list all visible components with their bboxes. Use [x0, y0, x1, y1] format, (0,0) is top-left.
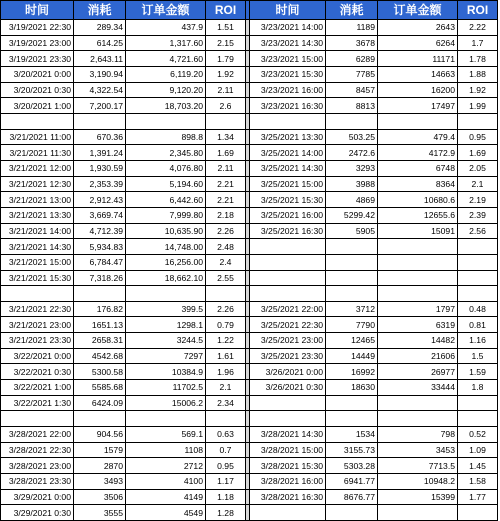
right-order-amount-cell: 6264: [378, 35, 458, 51]
right-order-amount-cell: 17497: [378, 98, 458, 114]
right-time-cell: 3/23/2021 14:00: [250, 20, 326, 36]
table-row: [1, 474, 498, 490]
left-time-cell: 3/21/2021 11:30: [1, 145, 74, 161]
left-time-cell: 3/19/2021 23:00: [1, 35, 74, 51]
left-cost-cell: 6424.09: [74, 395, 126, 411]
left-time-cell: 3/21/2021 14:00: [1, 223, 74, 239]
left-time-cell: 3/21/2021 13:30: [1, 207, 74, 223]
left-cost-cell: 3493: [74, 474, 126, 490]
left-cost-cell: 5,934.83: [74, 239, 126, 255]
right-order-amount-cell: 3453: [378, 442, 458, 458]
empty-cell: [206, 113, 246, 129]
left-roi-cell: 2.1: [206, 380, 246, 396]
right-time-cell: 3/28/2021 14:30: [250, 427, 326, 443]
right-time-cell: [250, 239, 326, 255]
left-roi-cell: 1.79: [206, 51, 246, 67]
left-roi-cell: 1.92: [206, 66, 246, 82]
table-row: [1, 505, 498, 521]
right-roi-cell: 2.56: [458, 223, 498, 239]
left-cost-cell: 4,322.54: [74, 82, 126, 98]
header-cost: 消耗: [74, 1, 126, 20]
right-cost-cell: 3678: [326, 35, 378, 51]
right-order-amount-cell: 14663: [378, 66, 458, 82]
right-roi-cell: [458, 270, 498, 286]
table-body: [1, 1, 498, 521]
left-order-amount-cell: 1108: [126, 442, 206, 458]
left-time-cell: 3/21/2021 14:30: [1, 239, 74, 255]
table-row: [1, 427, 498, 443]
right-cost-cell: 3988: [326, 176, 378, 192]
left-order-amount-cell: 4149: [126, 489, 206, 505]
right-time-cell: 3/25/2021 14:30: [250, 160, 326, 176]
right-roi-cell: 2.19: [458, 192, 498, 208]
table-row: [1, 458, 498, 474]
right-time-cell: 3/28/2021 16:30: [250, 489, 326, 505]
table-row: [1, 51, 498, 67]
blank-row: [1, 411, 498, 427]
left-cost-cell: 7,200.17: [74, 98, 126, 114]
left-order-amount-cell: 11702.5: [126, 380, 206, 396]
right-cost-cell: 8676.77: [326, 489, 378, 505]
blank-row: [1, 286, 498, 302]
table-row: [1, 442, 498, 458]
right-time-cell: 3/25/2021 23:30: [250, 348, 326, 364]
empty-cell: [126, 411, 206, 427]
right-time-cell: 3/25/2021 22:00: [250, 301, 326, 317]
left-order-amount-cell: 6,442.60: [126, 192, 206, 208]
right-roi-cell: 1.58: [458, 474, 498, 490]
right-time-cell: 3/28/2021 15:00: [250, 442, 326, 458]
right-cost-cell: 5905: [326, 223, 378, 239]
right-roi-cell: 1.77: [458, 489, 498, 505]
right-time-cell: 3/28/2021 16:00: [250, 474, 326, 490]
right-cost-cell: 14449: [326, 348, 378, 364]
right-time-cell: 3/23/2021 16:30: [250, 98, 326, 114]
left-time-cell: 3/22/2021 1:30: [1, 395, 74, 411]
right-cost-cell: 18630: [326, 380, 378, 396]
left-order-amount-cell: 898.8: [126, 129, 206, 145]
left-time-cell: 3/21/2021 15:30: [1, 270, 74, 286]
header-cost-right: 消耗: [326, 1, 378, 20]
left-time-cell: 3/19/2021 23:30: [1, 51, 74, 67]
right-roi-cell: 1.78: [458, 51, 498, 67]
right-order-amount-cell: 798: [378, 427, 458, 443]
right-time-cell: 3/23/2021 14:30: [250, 35, 326, 51]
table-row: [1, 489, 498, 505]
right-roi-cell: 1.59: [458, 364, 498, 380]
left-cost-cell: 2658.31: [74, 333, 126, 349]
left-time-cell: 3/21/2021 23:30: [1, 333, 74, 349]
empty-cell: [1, 113, 74, 129]
empty-cell: [378, 113, 458, 129]
right-cost-cell: 5299.42: [326, 207, 378, 223]
left-order-amount-cell: 4,721.60: [126, 51, 206, 67]
right-roi-cell: 2.22: [458, 20, 498, 36]
right-order-amount-cell: 15091: [378, 223, 458, 239]
right-order-amount-cell: 479.4: [378, 129, 458, 145]
header-roi: ROI: [206, 1, 246, 20]
left-order-amount-cell: 3244.5: [126, 333, 206, 349]
right-order-amount-cell: 4172.9: [378, 145, 458, 161]
right-order-amount-cell: 21606: [378, 348, 458, 364]
empty-cell: [326, 113, 378, 129]
right-cost-cell: 8457: [326, 82, 378, 98]
table-row: [1, 98, 498, 114]
right-order-amount-cell: 26977: [378, 364, 458, 380]
right-time-cell: 3/23/2021 15:30: [250, 66, 326, 82]
right-order-amount-cell: 6319: [378, 317, 458, 333]
left-cost-cell: 670.36: [74, 129, 126, 145]
right-roi-cell: 0.52: [458, 427, 498, 443]
right-order-amount-cell: 8364: [378, 176, 458, 192]
right-time-cell: 3/28/2021 15:30: [250, 458, 326, 474]
left-roi-cell: 0.7: [206, 442, 246, 458]
right-order-amount-cell: 10948.2: [378, 474, 458, 490]
right-cost-cell: 3155.73: [326, 442, 378, 458]
right-roi-cell: 1.7: [458, 35, 498, 51]
left-cost-cell: 1,391.24: [74, 145, 126, 161]
empty-cell: [250, 286, 326, 302]
table-row: [1, 82, 498, 98]
left-cost-cell: 3506: [74, 489, 126, 505]
table-row: [1, 364, 498, 380]
right-time-cell: 3/23/2021 16:00: [250, 82, 326, 98]
table-row: [1, 239, 498, 255]
left-cost-cell: 2,912.43: [74, 192, 126, 208]
left-roi-cell: 0.63: [206, 427, 246, 443]
left-roi-cell: 2.11: [206, 160, 246, 176]
empty-cell: [326, 286, 378, 302]
right-roi-cell: 1.5: [458, 348, 498, 364]
left-order-amount-cell: 18,662.10: [126, 270, 206, 286]
left-time-cell: 3/28/2021 23:00: [1, 458, 74, 474]
left-order-amount-cell: 399.5: [126, 301, 206, 317]
empty-cell: [74, 411, 126, 427]
left-time-cell: 3/28/2021 22:00: [1, 427, 74, 443]
left-order-amount-cell: 2712: [126, 458, 206, 474]
left-roi-cell: 2.18: [206, 207, 246, 223]
left-time-cell: 3/20/2021 1:00: [1, 98, 74, 114]
header-order-amount: 订单金额: [126, 1, 206, 20]
left-order-amount-cell: 10,635.90: [126, 223, 206, 239]
left-order-amount-cell: 18,703.20: [126, 98, 206, 114]
left-time-cell: 3/20/2021 0:00: [1, 66, 74, 82]
left-roi-cell: 2.26: [206, 223, 246, 239]
right-roi-cell: [458, 395, 498, 411]
right-cost-cell: [326, 395, 378, 411]
left-roi-cell: 2.48: [206, 239, 246, 255]
right-roi-cell: 0.48: [458, 301, 498, 317]
left-time-cell: 3/21/2021 12:30: [1, 176, 74, 192]
left-roi-cell: 2.4: [206, 254, 246, 270]
right-roi-cell: 1.92: [458, 82, 498, 98]
left-time-cell: 3/21/2021 23:00: [1, 317, 74, 333]
table-row: [1, 66, 498, 82]
empty-cell: [378, 411, 458, 427]
right-cost-cell: 3293: [326, 160, 378, 176]
left-order-amount-cell: 14,748.00: [126, 239, 206, 255]
left-cost-cell: 5300.58: [74, 364, 126, 380]
right-roi-cell: [458, 505, 498, 521]
left-time-cell: 3/20/2021 0:30: [1, 82, 74, 98]
left-cost-cell: 5585.68: [74, 380, 126, 396]
right-time-cell: 3/25/2021 23:00: [250, 333, 326, 349]
header-time: 时间: [1, 1, 74, 20]
left-order-amount-cell: 9,120.20: [126, 82, 206, 98]
right-order-amount-cell: 33444: [378, 380, 458, 396]
right-time-cell: 3/25/2021 16:30: [250, 223, 326, 239]
left-time-cell: 3/22/2021 1:00: [1, 380, 74, 396]
table-row: [1, 223, 498, 239]
left-roi-cell: 1.96: [206, 364, 246, 380]
right-roi-cell: 1.69: [458, 145, 498, 161]
left-order-amount-cell: 2,345.80: [126, 145, 206, 161]
empty-cell: [250, 411, 326, 427]
left-roi-cell: 2.6: [206, 98, 246, 114]
right-roi-cell: 2.05: [458, 160, 498, 176]
right-cost-cell: 2472.6: [326, 145, 378, 161]
left-cost-cell: 1651.13: [74, 317, 126, 333]
table-row: [1, 317, 498, 333]
left-order-amount-cell: 16,256.00: [126, 254, 206, 270]
left-cost-cell: 4542.68: [74, 348, 126, 364]
right-roi-cell: 2.39: [458, 207, 498, 223]
left-roi-cell: 2.15: [206, 35, 246, 51]
right-time-cell: 3/25/2021 15:00: [250, 176, 326, 192]
right-time-cell: 3/25/2021 22:30: [250, 317, 326, 333]
right-order-amount-cell: 7713.5: [378, 458, 458, 474]
right-roi-cell: 1.88: [458, 66, 498, 82]
empty-cell: [378, 286, 458, 302]
header-time-right: 时间: [250, 1, 326, 20]
left-roi-cell: 1.18: [206, 489, 246, 505]
right-order-amount-cell: [378, 505, 458, 521]
left-time-cell: 3/21/2021 22:30: [1, 301, 74, 317]
right-cost-cell: 503.25: [326, 129, 378, 145]
empty-cell: [74, 113, 126, 129]
left-time-cell: 3/21/2021 11:00: [1, 129, 74, 145]
right-cost-cell: [326, 270, 378, 286]
right-roi-cell: 2.1: [458, 176, 498, 192]
right-time-cell: [250, 505, 326, 521]
right-cost-cell: 7785: [326, 66, 378, 82]
left-cost-cell: 3555: [74, 505, 126, 521]
table-row: [1, 333, 498, 349]
right-order-amount-cell: [378, 270, 458, 286]
empty-cell: [74, 286, 126, 302]
right-cost-cell: 3712: [326, 301, 378, 317]
right-cost-cell: [326, 239, 378, 255]
left-cost-cell: 176.82: [74, 301, 126, 317]
right-time-cell: 3/25/2021 16:00: [250, 207, 326, 223]
left-order-amount-cell: 6,119.20: [126, 66, 206, 82]
left-roi-cell: 1.61: [206, 348, 246, 364]
right-cost-cell: [326, 505, 378, 521]
right-order-amount-cell: 2643: [378, 20, 458, 36]
left-cost-cell: 2,353.39: [74, 176, 126, 192]
left-time-cell: 3/29/2021 0:30: [1, 505, 74, 521]
empty-cell: [126, 113, 206, 129]
right-roi-cell: [458, 239, 498, 255]
right-time-cell: [250, 254, 326, 270]
header-order-amount-right: 订单金额: [378, 1, 458, 20]
table-row: [1, 301, 498, 317]
left-order-amount-cell: 4549: [126, 505, 206, 521]
right-cost-cell: 6941.77: [326, 474, 378, 490]
header-roi-right: ROI: [458, 1, 498, 20]
table-row: [1, 380, 498, 396]
right-roi-cell: 1.16: [458, 333, 498, 349]
left-cost-cell: 4,712.39: [74, 223, 126, 239]
left-time-cell: 3/22/2021 0:00: [1, 348, 74, 364]
empty-cell: [458, 113, 498, 129]
left-cost-cell: 614.25: [74, 35, 126, 51]
left-time-cell: 3/21/2021 15:00: [1, 254, 74, 270]
right-roi-cell: 1.45: [458, 458, 498, 474]
empty-cell: [458, 411, 498, 427]
left-roi-cell: 0.95: [206, 458, 246, 474]
left-cost-cell: 1,930.59: [74, 160, 126, 176]
right-roi-cell: 1.8: [458, 380, 498, 396]
empty-cell: [1, 411, 74, 427]
table-row: [1, 270, 498, 286]
right-time-cell: 3/23/2021 15:00: [250, 51, 326, 67]
left-time-cell: 3/22/2021 0:30: [1, 364, 74, 380]
table-row: [1, 207, 498, 223]
right-order-amount-cell: 1797: [378, 301, 458, 317]
right-cost-cell: 6289: [326, 51, 378, 67]
right-roi-cell: 0.81: [458, 317, 498, 333]
right-time-cell: 3/25/2021 14:00: [250, 145, 326, 161]
right-cost-cell: 1534: [326, 427, 378, 443]
left-roi-cell: 2.26: [206, 301, 246, 317]
left-roi-cell: 2.11: [206, 82, 246, 98]
left-cost-cell: 2,643.11: [74, 51, 126, 67]
right-order-amount-cell: [378, 254, 458, 270]
table-row: [1, 129, 498, 145]
left-order-amount-cell: 5,194.60: [126, 176, 206, 192]
left-time-cell: 3/29/2021 0:00: [1, 489, 74, 505]
left-cost-cell: 3,190.94: [74, 66, 126, 82]
table-row: [1, 348, 498, 364]
left-cost-cell: 2870: [74, 458, 126, 474]
right-cost-cell: [326, 254, 378, 270]
right-time-cell: 3/25/2021 13:30: [250, 129, 326, 145]
table-row: [1, 254, 498, 270]
empty-cell: [326, 411, 378, 427]
left-order-amount-cell: 1,317.60: [126, 35, 206, 51]
left-time-cell: 3/28/2021 23:30: [1, 474, 74, 490]
left-order-amount-cell: 1298.1: [126, 317, 206, 333]
left-order-amount-cell: 7297: [126, 348, 206, 364]
right-roi-cell: [458, 254, 498, 270]
left-roi-cell: 2.55: [206, 270, 246, 286]
right-roi-cell: 1.09: [458, 442, 498, 458]
left-time-cell: 3/21/2021 13:00: [1, 192, 74, 208]
left-time-cell: 3/21/2021 12:00: [1, 160, 74, 176]
left-order-amount-cell: 15006.2: [126, 395, 206, 411]
right-order-amount-cell: 15399: [378, 489, 458, 505]
right-order-amount-cell: 16200: [378, 82, 458, 98]
right-cost-cell: 5303.28: [326, 458, 378, 474]
table-row: [1, 192, 498, 208]
left-order-amount-cell: 437.9: [126, 20, 206, 36]
empty-cell: [250, 113, 326, 129]
right-time-cell: 3/25/2021 15:30: [250, 192, 326, 208]
empty-cell: [1, 286, 74, 302]
left-roi-cell: 1.69: [206, 145, 246, 161]
right-cost-cell: 12465: [326, 333, 378, 349]
left-roi-cell: 1.51: [206, 20, 246, 36]
right-order-amount-cell: 14482: [378, 333, 458, 349]
left-cost-cell: 904.56: [74, 427, 126, 443]
right-time-cell: 3/26/2021 0:00: [250, 364, 326, 380]
right-cost-cell: 8813: [326, 98, 378, 114]
right-order-amount-cell: 11171: [378, 51, 458, 67]
left-roi-cell: 2.34: [206, 395, 246, 411]
right-order-amount-cell: 10680.6: [378, 192, 458, 208]
left-cost-cell: 3,669.74: [74, 207, 126, 223]
header-row: [1, 1, 498, 20]
left-order-amount-cell: 7,999.80: [126, 207, 206, 223]
right-order-amount-cell: [378, 395, 458, 411]
table-row: [1, 176, 498, 192]
left-roi-cell: 1.17: [206, 474, 246, 490]
empty-cell: [206, 411, 246, 427]
left-order-amount-cell: 10384.9: [126, 364, 206, 380]
right-order-amount-cell: 12655.6: [378, 207, 458, 223]
left-order-amount-cell: 569.1: [126, 427, 206, 443]
right-cost-cell: 4869: [326, 192, 378, 208]
left-time-cell: 3/28/2021 22:30: [1, 442, 74, 458]
table-row: [1, 395, 498, 411]
right-time-cell: 3/26/2021 0:30: [250, 380, 326, 396]
left-roi-cell: 1.34: [206, 129, 246, 145]
right-roi-cell: 0.95: [458, 129, 498, 145]
empty-cell: [206, 286, 246, 302]
empty-cell: [458, 286, 498, 302]
right-order-amount-cell: 6748: [378, 160, 458, 176]
left-order-amount-cell: 4100: [126, 474, 206, 490]
right-time-cell: [250, 395, 326, 411]
table-row: [1, 160, 498, 176]
left-order-amount-cell: 4,076.80: [126, 160, 206, 176]
table-row: [1, 145, 498, 161]
left-roi-cell: 1.22: [206, 333, 246, 349]
left-roi-cell: 2.21: [206, 176, 246, 192]
left-cost-cell: 1579: [74, 442, 126, 458]
left-roi-cell: 1.28: [206, 505, 246, 521]
left-roi-cell: 0.79: [206, 317, 246, 333]
right-cost-cell: 1189: [326, 20, 378, 36]
table-row: [1, 35, 498, 51]
right-cost-cell: 16992: [326, 364, 378, 380]
right-roi-cell: 1.99: [458, 98, 498, 114]
left-roi-cell: 2.21: [206, 192, 246, 208]
left-cost-cell: 7,318.26: [74, 270, 126, 286]
left-time-cell: 3/19/2021 22:30: [1, 20, 74, 36]
right-order-amount-cell: [378, 239, 458, 255]
left-cost-cell: 6,784.47: [74, 254, 126, 270]
blank-row: [1, 113, 498, 129]
table-row: [1, 20, 498, 36]
right-cost-cell: 7790: [326, 317, 378, 333]
empty-cell: [126, 286, 206, 302]
right-time-cell: [250, 270, 326, 286]
left-cost-cell: 289.34: [74, 20, 126, 36]
